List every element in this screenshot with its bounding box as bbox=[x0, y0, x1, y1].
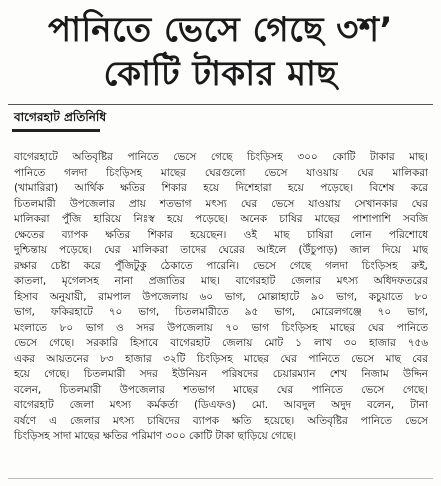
headline-line-1: পানিতে ভেসে গেছে ৩শ’ bbox=[48, 10, 393, 50]
body-line: চিতলমারী উপজেলার প্রায় শতভাগ মৎস্য ঘের ভেসে যাওয়ায় সেখানকার ঘের bbox=[14, 197, 428, 210]
body-line: হিসাব অনুযায়ী, রামপাল উপজেলায় ৬০ ভাগ, মোল্লাহাটে ৯০ ভাগ, কচুয়াতে ৮০ bbox=[14, 290, 428, 303]
body-line: একর আয়তনের ৮৩ হাজার ৩২টি চিংড়িসহ মাছের ঘের পানিতে ভেসে মাছ বের bbox=[14, 352, 428, 365]
body-line: মালিকরা পুঁজি হারিয়ে নিঃস্ব হয়ে পড়েছে। অনেক চাষির মাছের পাশাপাশি সবজি bbox=[14, 213, 428, 225]
headline bbox=[8, 8, 433, 96]
body-line: বর্ষণে এ জেলার মৎস্য চাষিদের ব্যাপক ক্ষতি হয়েছে। অতিবৃষ্টির পানিতে ভেসে bbox=[14, 414, 428, 427]
body-line: (খামারিরা) আর্থিক ক্ষতির শিকার হয়ে দিশেহারা হয়ে পড়েছে। বিশেষ করে bbox=[14, 182, 428, 194]
byline: বাগেরহাট প্রতিনিধি bbox=[14, 110, 107, 124]
body-line: দুশ্চিন্তায় পড়েছে। ঘের মালিকরা তাদের ঘেরের আইলে (উঁচুপাড়) জাল দিয়ে মাছ bbox=[14, 244, 428, 256]
body-line: ক্ষেতের ব্যাপক ক্ষতির শিকার হয়েছেন। ওই মাছ চাষিরা লোন পরিশোধে bbox=[14, 228, 428, 241]
body-line: কাতলা, মৃগেলসহ নানা প্রজাতির মাছ। বাগেরহাট জেলার মৎস্য অধিদফতরের bbox=[14, 275, 428, 287]
body-line: মংলাতে ৮০ ভাগ ও সদর উপজেলায় ৭০ ভাগ চিংড়িসহ মাছের ঘের পানিতে bbox=[14, 321, 428, 334]
body-line: হয়ে গেছে। চিতলমারী সদর ইউনিয়ন পরিষদের চেয়ারম্যান শেখ নিজাম উদ্দিন bbox=[14, 368, 428, 380]
article-body bbox=[14, 150, 428, 445]
body-line: ভাগ, ফকিরহাটে ৭০ ভাগ, চিতলমারীতে ৯৫ ভাগ, মোরেলগঞ্জে ৭০ ভাগ, bbox=[14, 306, 428, 318]
headline-rule bbox=[8, 104, 433, 105]
bottom-rule bbox=[8, 478, 433, 479]
body-line: রক্ষার চেষ্টা করে পুঁজিটুকু ঠেকাতে পারেনি। ভেসে গেছে গলদা চিংড়িসহ রুই, bbox=[14, 259, 428, 272]
body-line: ভেসে গেছে। সরকারি হিসাবে বাগেরহাট জেলায় মোট ১ লাখ ৩০ হাজার ৭৫৬ bbox=[14, 337, 428, 349]
body-line: বাগেরহাটে অতিবৃষ্টির পানিতে ভেসে গেছে চিংড়িসহ ৩০০ কোটি টাকার মাছ। bbox=[14, 151, 428, 163]
body-line: বাগেরহাট জেলা মৎস্য কর্মকর্তা (ডিএফও) মো. আবদুল অদুদ বলেন, টানা bbox=[14, 399, 428, 411]
body-line: পানিতে গলদা চিংড়িসহ মাছের ঘেরগুলো ভেসে যাওয়ায় ঘের মালিকরা bbox=[14, 166, 428, 179]
body-line: চিংড়িসহ সাদা মাছের ক্ষতির পরিমাণ ৩০০ কোটি টাকা ছাড়িয়ে গেছে। bbox=[14, 430, 297, 442]
byline-rule bbox=[12, 129, 100, 132]
headline-line-2: কোটি টাকার মাছ bbox=[103, 54, 338, 94]
body-line: বলেন, চিতলমারী উপজেলার শতভাগ মাছের ঘের পানিতে ভেসে গেছে। bbox=[14, 383, 428, 396]
